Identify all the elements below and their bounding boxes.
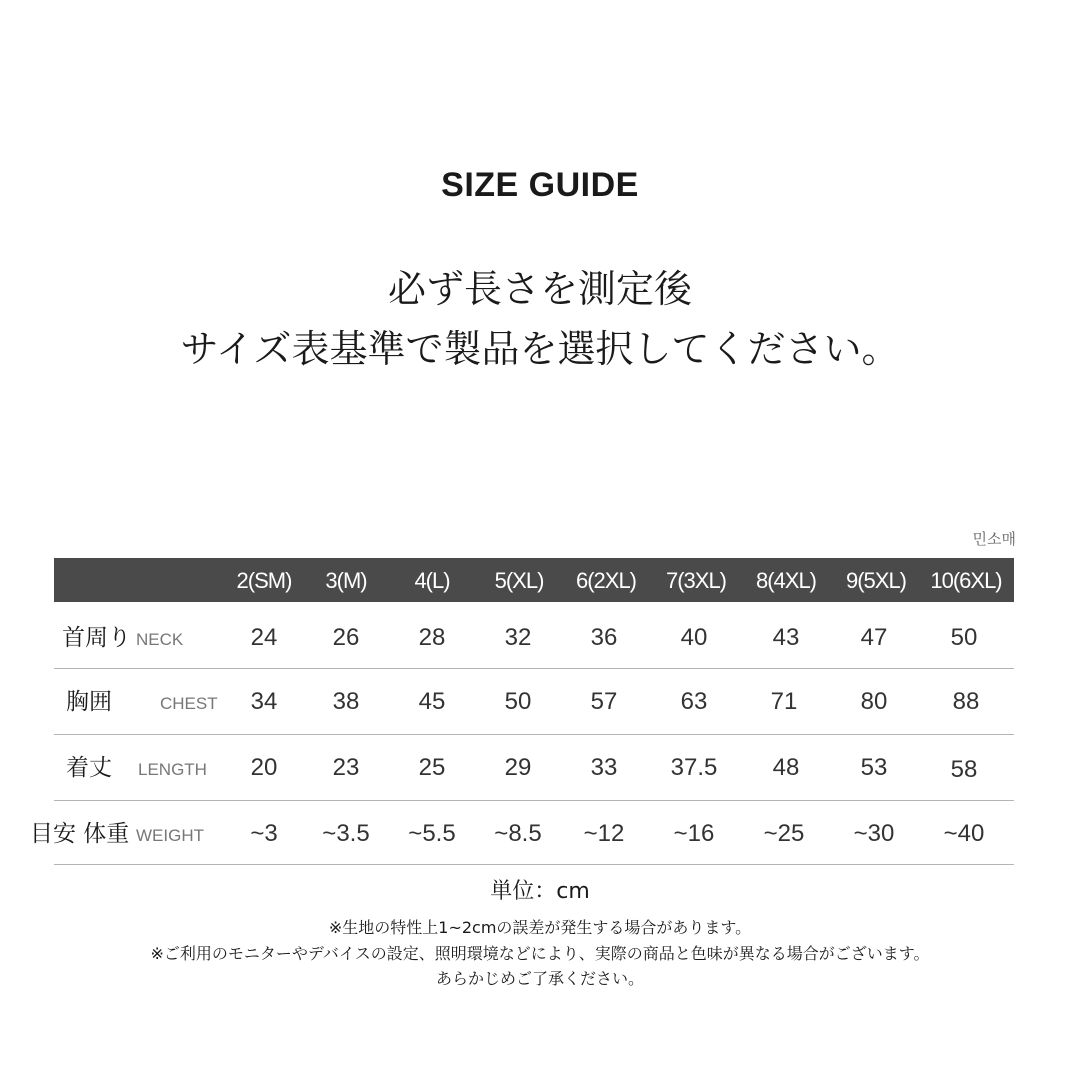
table-cell: 32	[504, 624, 532, 651]
size-header-cell: 2(SM)	[236, 568, 292, 593]
row-label-en: CHEST	[160, 694, 218, 713]
table-cell: 29	[504, 754, 532, 781]
table-cell: ~40	[943, 820, 985, 847]
note-line-2: ※ご利用のモニターやデバイスの設定、照明環境などにより、実際の商品と色味が異なる場合がございます。	[150, 944, 930, 963]
table-cell: ~3	[250, 820, 278, 847]
table-row-length	[0, 736, 1080, 800]
table-cell: 38	[332, 688, 360, 715]
unit-label: 単位：cm	[490, 879, 590, 904]
table-cell: 53	[860, 754, 888, 781]
table-cell: ~12	[583, 820, 625, 847]
table-cell: 23	[332, 754, 360, 781]
size-header-cell: 3(M)	[325, 568, 367, 593]
table-cell: 71	[770, 688, 798, 715]
table-cell: 28	[418, 624, 446, 651]
table-cell: 80	[860, 688, 888, 715]
table-cell: ~3.5	[322, 820, 370, 847]
table-cell: 50	[950, 624, 978, 651]
row-label-en: LENGTH	[138, 760, 207, 779]
size-header-cell: 7(3XL)	[665, 568, 727, 593]
row-label-ja: 着丈	[66, 755, 112, 781]
table-cell: 25	[418, 754, 446, 781]
row-label-ja: 首周り	[62, 625, 131, 651]
row-divider	[54, 668, 1014, 669]
table-cell: 88	[952, 688, 980, 715]
table-cell: ~30	[853, 820, 895, 847]
table-cell: 37.5	[670, 754, 718, 781]
table-row-chest	[0, 670, 1080, 734]
size-header-cell: 9(5XL)	[845, 568, 907, 593]
size-header-bar	[54, 558, 1014, 602]
table-cell: 40	[680, 624, 708, 651]
table-cell: ~5.5	[408, 820, 456, 847]
row-divider	[54, 734, 1014, 735]
table-cell: 33	[590, 754, 618, 781]
table-cell: ~25	[763, 820, 805, 847]
table-cell: 58	[950, 756, 978, 783]
size-header-cell: 4(L)	[414, 568, 450, 593]
row-label-ja: 胸囲	[66, 689, 112, 715]
row-divider	[54, 864, 1014, 865]
size-header-cell: 10(6XL)	[930, 568, 1002, 593]
table-cell: 50	[504, 688, 532, 715]
table-cell: 20	[250, 754, 278, 781]
table-cell: 47	[860, 624, 888, 651]
row-label-ja: 目安 体重	[30, 821, 130, 847]
table-cell: ~8.5	[494, 820, 542, 847]
table-cell: 36	[590, 624, 618, 651]
product-type-label: 민소매	[972, 530, 1016, 548]
size-header-cell: 6(2XL)	[575, 568, 637, 593]
table-row-neck	[0, 606, 1080, 670]
table-cell: 57	[590, 688, 618, 715]
row-label-en: NECK	[136, 630, 184, 649]
table-cell: 48	[772, 754, 800, 781]
row-label-en: WEIGHT	[136, 826, 204, 845]
size-header-cell: 8(4XL)	[755, 568, 817, 593]
table-cell: 63	[680, 688, 708, 715]
size-header-cell: 5(XL)	[494, 568, 544, 593]
row-divider	[54, 800, 1014, 801]
instruction-line-1: 必ず長さを測定後	[387, 267, 692, 311]
table-cell: 34	[250, 688, 278, 715]
table-cell: 43	[772, 624, 800, 651]
note-line-1: ※生地の特性上1~2cmの誤差が発生する場合があります。	[328, 918, 752, 937]
note-line-3: あらかじめご了承ください。	[435, 969, 644, 988]
table-cell: 26	[332, 624, 360, 651]
table-cell: 24	[250, 624, 278, 651]
instruction-line-2: サイズ表基準で製品を選択してください。	[180, 327, 900, 371]
page-title: SIZE GUIDE	[441, 166, 639, 204]
table-cell: 45	[418, 688, 446, 715]
table-row-weight	[0, 802, 1080, 866]
table-cell: ~16	[673, 820, 715, 847]
